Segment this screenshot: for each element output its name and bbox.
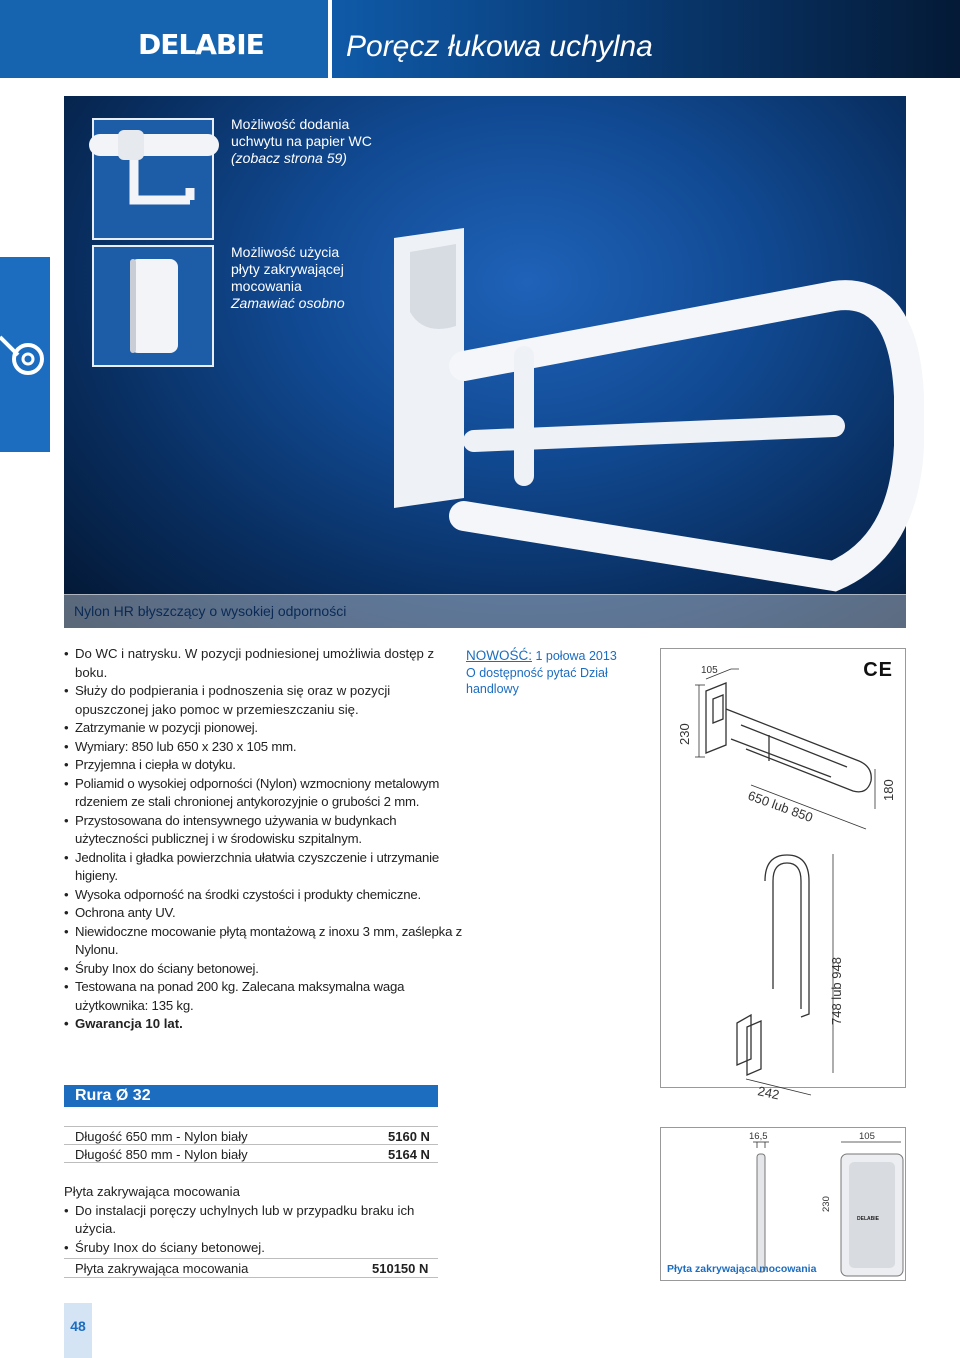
- dim-label-230: 230: [677, 723, 692, 745]
- feature-item: • Niewidoczne mocowanie płytą montażową z inoxu 3 mm, zaślepka z Nylonu.: [64, 923, 464, 960]
- section-tab: [0, 257, 50, 452]
- dim-label-105: 105: [701, 665, 718, 676]
- new-note: handlowy: [466, 682, 519, 696]
- page-title: Poręcz łukowa uchylna: [346, 30, 653, 63]
- cover-plate-item: • Do instalacji poręczy uchylnych lub w przypadku braku ich użycia.: [64, 1202, 444, 1239]
- option-text: mocowania: [231, 278, 302, 294]
- feature-list: [64, 645, 464, 1034]
- option-text: Możliwość dodania: [231, 116, 350, 132]
- ce-mark: CE: [863, 659, 893, 681]
- feature-item: • Służy do podpierania i podnoszenia się oraz w pozycji opuszczonej jako pomoc w przemieszczaniu się.: [64, 682, 464, 719]
- page-number: 48: [64, 1303, 92, 1358]
- dim-label-180: 180: [881, 779, 896, 801]
- feature-item: • Do WC i natrysku. W pozycji podniesionej umożliwia dostęp z boku.: [64, 645, 464, 682]
- technical-drawing: [660, 648, 906, 1103]
- cover-plate-section: [64, 1183, 444, 1257]
- feature-item: • Testowana na ponad 200 kg. Zalecana maksymalna waga użytkownika: 135 kg.: [64, 978, 464, 1015]
- dim-label-105: 105: [859, 1131, 875, 1142]
- cover-plate-heading: Płyta zakrywająca mocowania: [64, 1184, 240, 1199]
- new-note: O dostępność pytać Dział: [466, 665, 608, 680]
- new-date: 1 połowa 2013: [532, 649, 617, 663]
- brand-logo: DELABIE: [0, 0, 328, 78]
- feature-item: • Przystosowana do intensywnego używania w budynkach użyteczności publicznej i w środowisku szpitalnym.: [64, 812, 464, 849]
- option-text: Zamawiać osobno: [231, 295, 345, 311]
- section-label-rura: Rura Ø 32: [64, 1085, 438, 1107]
- option-text: płyty zakrywającej: [231, 261, 344, 277]
- paper-holder-thumbnail: [92, 118, 214, 240]
- grab-bar-image: [364, 216, 904, 596]
- feature-item: • Zatrzymanie w pozycji pionowej.: [64, 719, 464, 738]
- product-code: 5164 N: [388, 1147, 430, 1162]
- plate-logo: DELABIE: [857, 1216, 879, 1222]
- dim-label-748-948: 748 lub 948: [829, 957, 844, 1025]
- option-text: (zobacz strona 59): [231, 150, 347, 166]
- product-desc: Długość 850 mm - Nylon biały: [75, 1147, 248, 1162]
- product-code-table: [64, 1126, 438, 1162]
- cover-plate-thumbnail: [92, 245, 214, 367]
- dim-label-16-5: 16,5: [749, 1131, 768, 1142]
- option-cover-plate: [231, 244, 345, 312]
- product-desc: Płyta zakrywająca mocowania: [75, 1261, 249, 1276]
- new-label: NOWOŚĆ:: [466, 648, 532, 663]
- product-row: [64, 1144, 438, 1163]
- dim-label-230: 230: [821, 1196, 832, 1212]
- cover-plate-drawing: [660, 1127, 906, 1281]
- product-code: 5160 N: [388, 1129, 430, 1144]
- product-desc: Długość 650 mm - Nylon biały: [75, 1129, 248, 1144]
- accessibility-icon: [0, 327, 50, 387]
- feature-item: • Wysoka odporność na środki czystości i produkty chemiczne.: [64, 886, 464, 905]
- feature-item: • Przyjemna i ciepła w dotyku.: [64, 756, 464, 775]
- product-code: 510150 N: [372, 1261, 429, 1276]
- feature-item: • Jednolita i gładka powierzchnia ułatwia czyszczenie i utrzymanie higieny.: [64, 849, 464, 886]
- cover-plate-code-row: [64, 1258, 438, 1278]
- product-hero: [64, 96, 906, 628]
- feature-item: • Gwarancja 10 lat.: [64, 1015, 464, 1034]
- new-notice: [466, 648, 636, 698]
- feature-item: • Ochrona anty UV.: [64, 904, 464, 923]
- cover-plate-item: • Śruby Inox do ściany betonowej.: [64, 1239, 444, 1258]
- feature-item: • Wymiary: 850 lub 650 x 230 x 105 mm.: [64, 738, 464, 757]
- dim-label-242: 242: [756, 1083, 781, 1103]
- dim-label-650-850: 650 lub 850: [745, 787, 815, 826]
- product-row: [64, 1126, 438, 1145]
- title-banner: [332, 0, 960, 78]
- option-text: Możliwość użycia: [231, 244, 340, 260]
- material-strip: [64, 594, 906, 628]
- material-text: Nylon HR błyszczący o wysokiej odporności: [74, 603, 347, 619]
- option-paper-holder: [231, 116, 372, 167]
- feature-item: • Śruby Inox do ściany betonowej.: [64, 960, 464, 979]
- drawing-caption: Płyta zakrywająca mocowania: [667, 1263, 817, 1275]
- option-text: uchwytu na papier WC: [231, 133, 372, 149]
- feature-item: • Poliamid o wysokiej odporności (Nylon) wzmocniony metalowym rdzeniem ze stali chronionej antykorozyjnie o grubości 2 mm.: [64, 775, 464, 812]
